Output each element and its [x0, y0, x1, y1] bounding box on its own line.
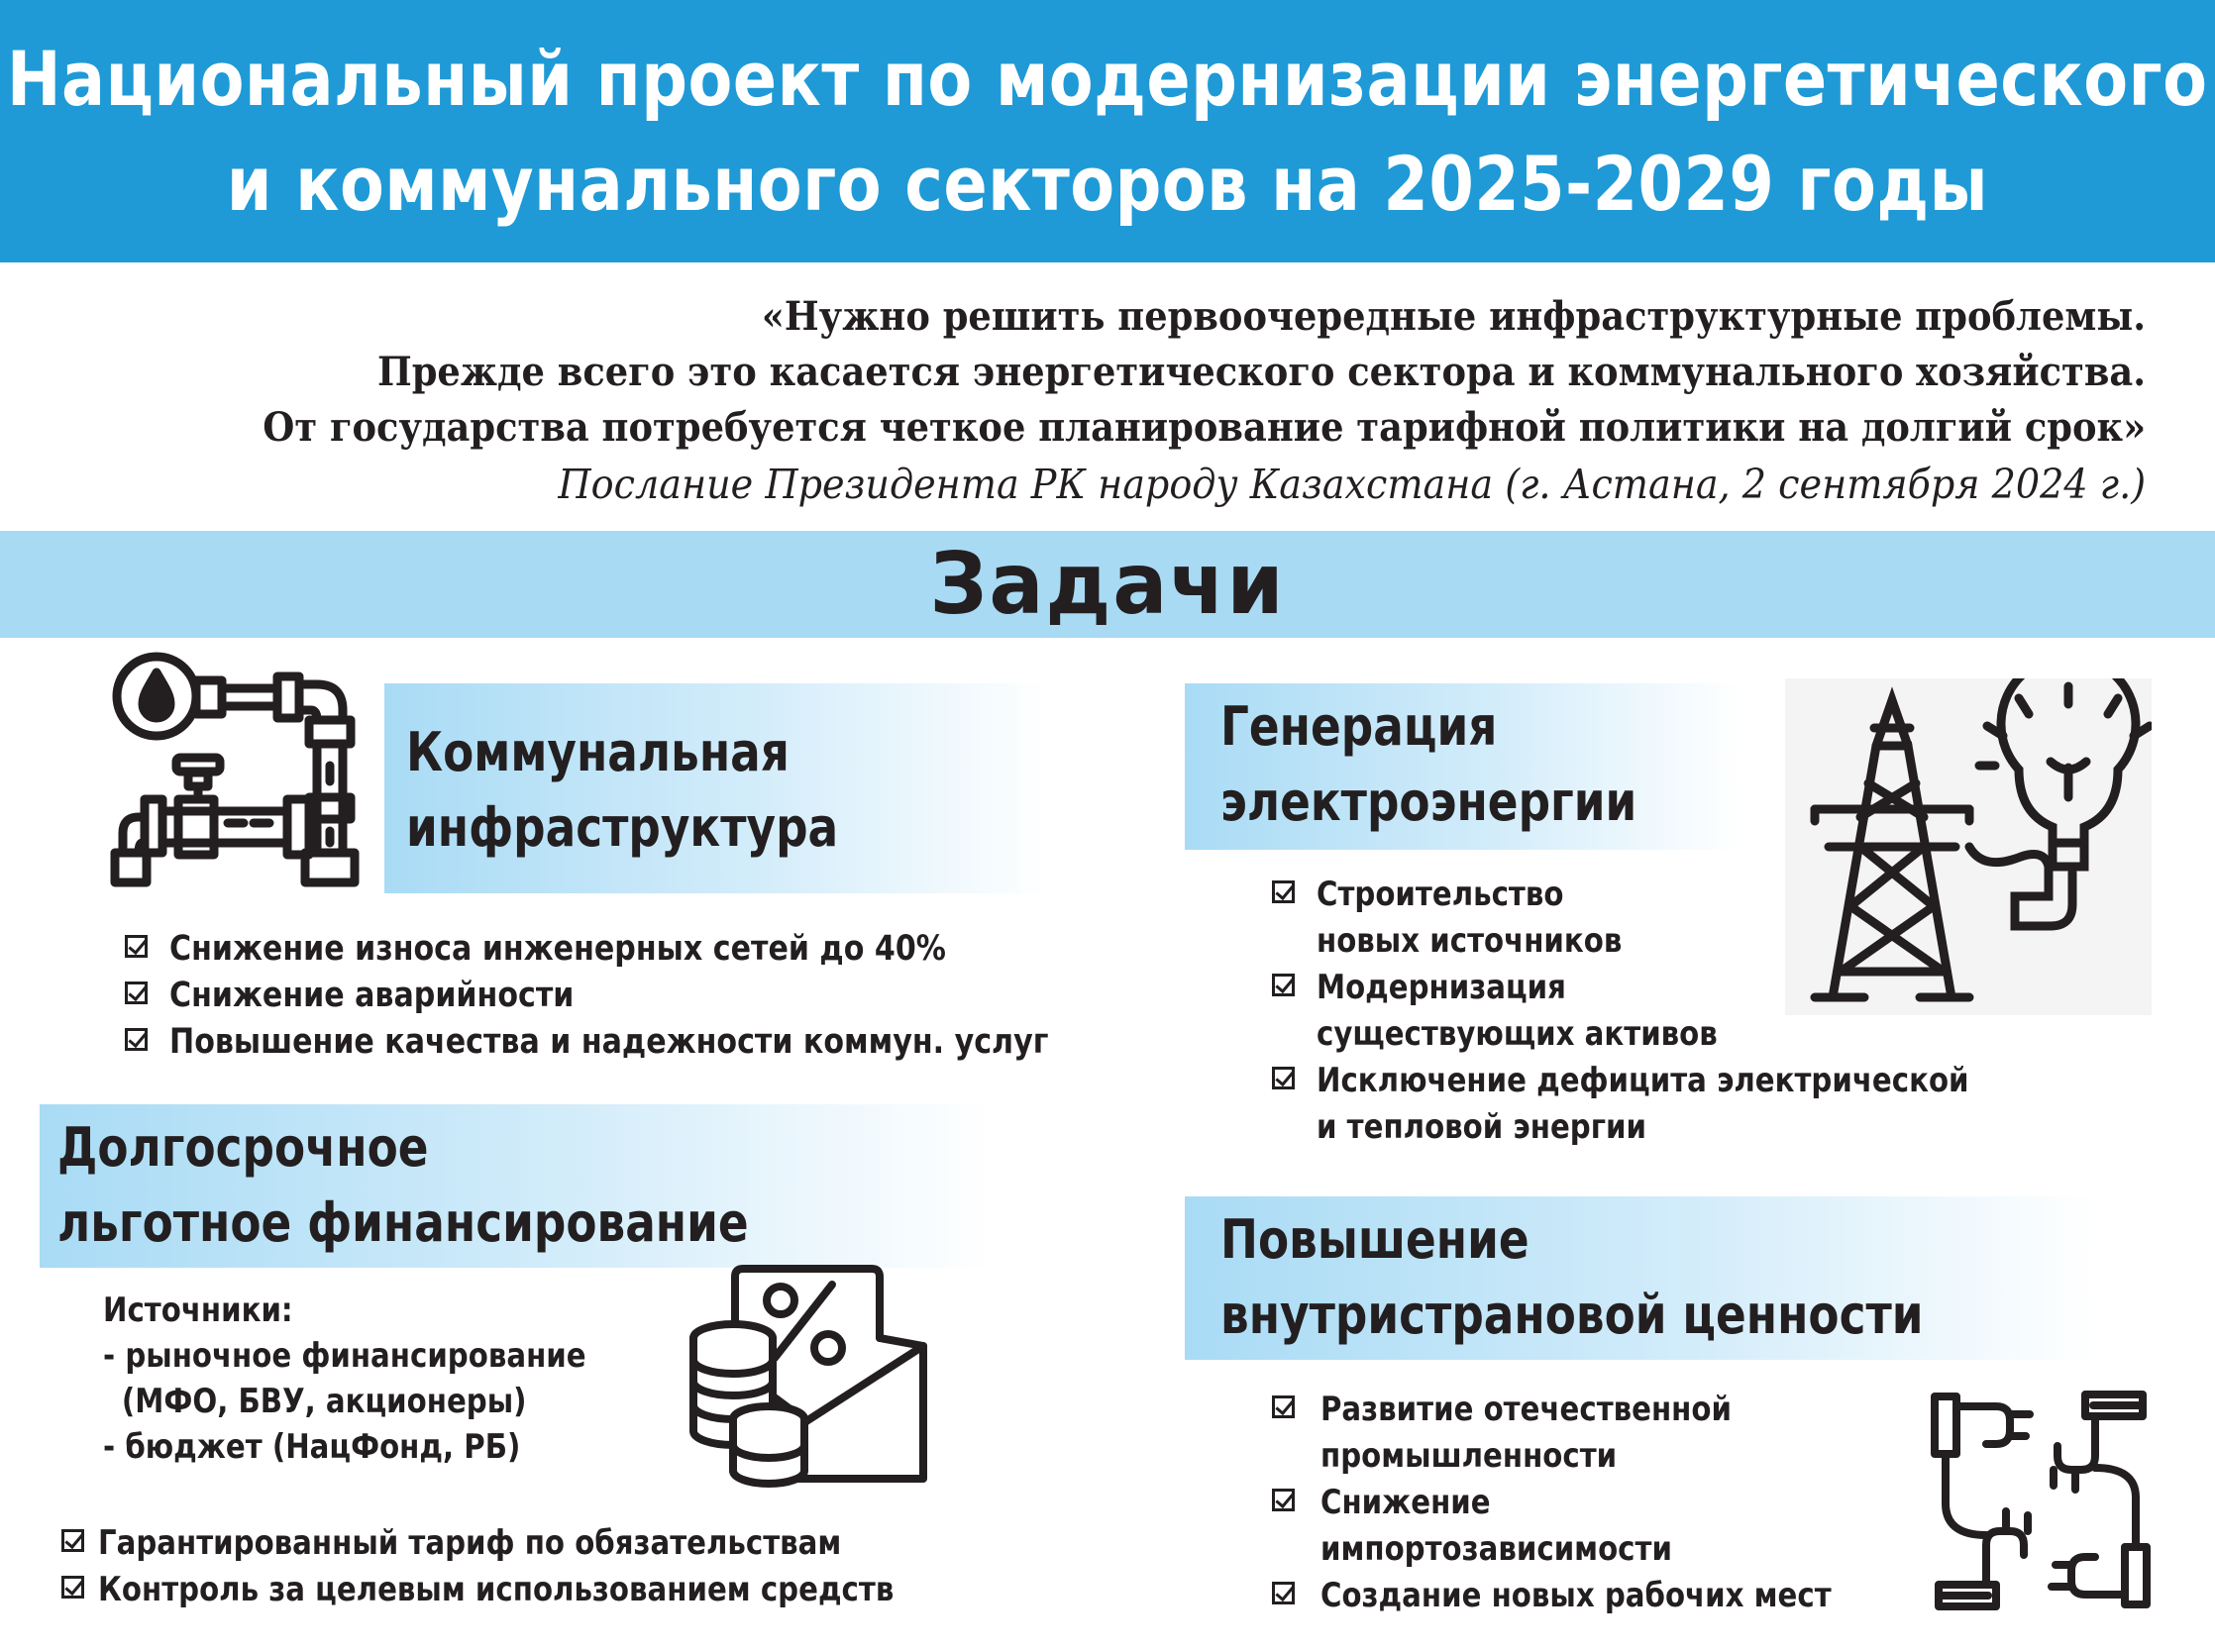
section-heading-communal [384, 683, 1048, 893]
joined-hands-icon [1927, 1387, 2155, 1614]
checkbox-icon [125, 1028, 148, 1051]
checkbox-icon [61, 1576, 84, 1599]
list-item: Модернизация существующих активов [1272, 965, 2075, 1058]
checkbox-icon [61, 1529, 84, 1552]
heading-line: электроэнергии [1220, 771, 1637, 833]
checkbox-icon [1272, 1582, 1295, 1604]
checkbox-icon [1272, 880, 1295, 903]
heading-line: Коммунальная [406, 721, 790, 783]
source-item: (МФО, БВУ, акционеры) [121, 1382, 527, 1421]
list-item: Строительство новых источников [1272, 872, 2075, 965]
list-item: Создание новых рабочих мест [1272, 1573, 1915, 1619]
checkbox-icon [1272, 1489, 1295, 1511]
quote-line-1: «Нужно решить первоочередные инфраструктурные проблемы. [761, 293, 2146, 340]
header-banner [0, 0, 2215, 262]
list-item: Контроль за целевым использованием средств [61, 1567, 1023, 1613]
list-item: Снижение износа инженерных сетей до 40% [125, 926, 1192, 973]
checkbox-icon [125, 935, 148, 958]
list-item: Исключение дефицита электрической и тепловой энергии [1272, 1058, 2075, 1151]
list-item: Развитие отечественной промышленности [1272, 1387, 1915, 1480]
list-item: Повышение качества и надежности коммун. услуг [125, 1019, 1192, 1066]
quote-line-2: Прежде всего это касается энергетического сектора и коммунального хозяйства. [376, 349, 2146, 395]
sources-title: Источники: [103, 1291, 293, 1330]
quote-line-3: От государства потребуется четкое планирование тарифной политики на долгий срок» [263, 404, 2146, 451]
section-heading-financing [40, 1104, 991, 1268]
quote-source: Послание Президента РК народу Казахстана (г. Астана, 2 сентября 2024 г.) [558, 461, 2147, 508]
coins-percent-icon [684, 1263, 931, 1491]
checkbox-icon [1272, 1395, 1295, 1418]
section-heading-domestic [1185, 1196, 2096, 1360]
list-item: Снижение импортозависимости [1272, 1480, 1915, 1573]
heading-line: Долгосрочное [57, 1116, 429, 1179]
heading-line: Повышение [1220, 1208, 1529, 1271]
title-line-1: Национальный проект по модернизации энергетического [7, 34, 2208, 123]
list-item: Гарантированный тариф по обязательствам [61, 1520, 1023, 1567]
heading-line: внутристрановой ценности [1220, 1284, 1924, 1346]
checkbox-icon [125, 981, 148, 1004]
financing-sources [103, 1288, 665, 1470]
financing-list [61, 1520, 1023, 1613]
pipes-icon [109, 649, 367, 896]
tasks-band [0, 531, 2215, 638]
president-quote [99, 289, 2146, 513]
checkbox-icon [1272, 974, 1295, 996]
domestic-list [1272, 1387, 1915, 1619]
list-item: Снижение аварийности [125, 973, 1192, 1019]
heading-line: Генерация [1220, 695, 1498, 758]
source-item: - бюджет (НацФонд, РБ) [103, 1427, 521, 1467]
checkbox-icon [1272, 1067, 1295, 1089]
generation-list [1272, 872, 2075, 1151]
tasks-title: Задачи [929, 535, 1286, 634]
communal-list [125, 926, 1192, 1066]
section-heading-generation [1185, 683, 1740, 850]
heading-line: льготное финансирование [57, 1191, 749, 1254]
heading-line: инфраструктура [406, 796, 839, 859]
title-line-2: и коммунального секторов на 2025-2029 годы [226, 139, 1989, 228]
source-item: - рыночное финансирование [103, 1336, 586, 1376]
